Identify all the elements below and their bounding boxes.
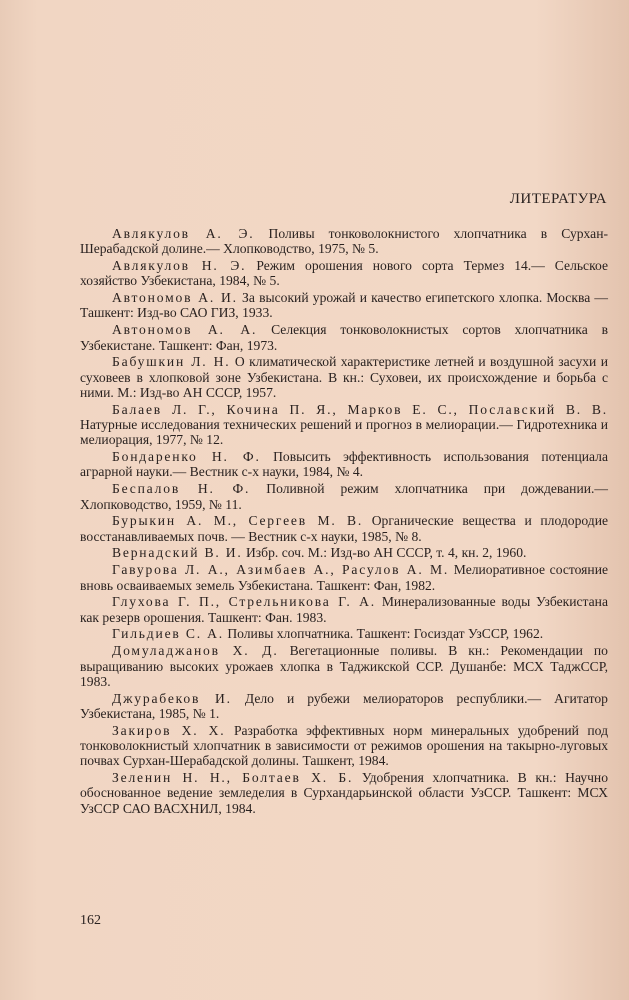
- reference-item: [80, 594, 608, 625]
- reference-item: [80, 226, 608, 257]
- reference-author: Бурыкин А. М., Сергеев М. В.: [112, 513, 364, 529]
- reference-author: Автономов А. И.: [112, 290, 238, 306]
- reference-item: [80, 691, 608, 722]
- reference-text: Режим орошения нового сорта Термез 14.— Сельское хозяйство Узбекистана, 1984, № 5.: [80, 258, 608, 289]
- reference-text: Вегетационные поливы. В кн.: Рекомендации по выращиванию высоких урожаев хлопка в Таджикской ССР. Душанбе: МСХ ТаджССР, 1983.: [80, 643, 608, 689]
- reference-author: Авлякулов Н. Э.: [112, 258, 247, 274]
- reference-text: Селекция тонковолокнистых сортов хлопчатника в Узбекистане. Ташкент: Фан, 1973.: [80, 322, 608, 353]
- reference-item: [80, 643, 608, 689]
- reference-item: [80, 354, 608, 400]
- reference-item: [80, 562, 608, 593]
- reference-text: Мелиоративное состояние вновь осваиваемых земель Узбекистана. Ташкент: Фан, 1982.: [80, 562, 609, 593]
- reference-item: [80, 513, 608, 544]
- reference-author: Бабушкин Л. Н.: [112, 354, 231, 370]
- page-heading: ЛИТЕРАТУРА: [509, 191, 607, 207]
- reference-text: Поливной режим хлопчатника при дождевании.— Хлопководство, 1959, № 11.: [80, 481, 608, 512]
- reference-author: Автономов А. А.: [112, 322, 258, 338]
- reference-item: [80, 481, 608, 512]
- reference-author: Гавурова Л. А., Азимбаев А., Расулов А. М.: [112, 562, 450, 578]
- reference-text: За высокий урожай и качество египетского хлопка. Москва — Ташкент: Изд-во САО ГИЗ, 1933.: [80, 290, 608, 321]
- reference-author: Зеленин Н. Н., Болтаев Х. Б.: [112, 770, 354, 786]
- reference-text: О климатической характеристике летней и воздушной засухи и суховеев в хлопковой зоне Узбекистана. В кн.: Суховеи, их происхождение и борьба с ними. М.: Изд-во АН СССР, 1957.: [80, 354, 608, 400]
- reference-item: [80, 290, 608, 321]
- reference-text: Натурные исследования технических решений и прогноз в мелиорации.— Гидротехника и мелиорация, 1977, № 12.: [80, 417, 608, 448]
- reference-text: Избр. соч. М.: Изд-во АН СССР, т. 4, кн. 2, 1960.: [242, 545, 527, 561]
- reference-text: Поливы тонковолокнистого хлопчатника в Сурхан-Шерабадской долине.— Хлопководство, 1975, № 5.: [80, 226, 609, 257]
- reference-item: [80, 723, 608, 769]
- reference-author: Глухова Г. П., Стрельникова Г. А.: [112, 594, 376, 610]
- reference-text: Поливы хлопчатника. Ташкент: Госиздат УзССР, 1962.: [223, 626, 544, 642]
- reference-author: Бондаренко Н. Ф.: [112, 449, 261, 465]
- reference-author: Закиров Х. Х.: [112, 722, 226, 738]
- reference-author: Авлякулов А. Э.: [112, 226, 255, 241]
- reference-text: Разработка эффективных норм минеральных удобрений под тонковолокнистый хлопчатник в зависимости от режимов орошения на такырно-луговых почвах Сурхан-Шерабадской долины. Ташкент, 1984.: [80, 722, 608, 769]
- reference-list: [80, 226, 608, 817]
- page-number: 162: [80, 913, 101, 928]
- reference-item: [80, 449, 608, 480]
- reference-item: [80, 626, 608, 641]
- reference-text: Дело и рубежи мелиораторов республики.— Агитатор Узбекистана, 1985, № 1.: [80, 690, 608, 721]
- reference-text: Удобрения хлопчатника. В кн.: Научно обоснованное ведение земледелия в Сурхандарьинской области УзССР. Ташкент: МСХ УзССР САО ВАСХНИЛ, 1984.: [80, 770, 608, 816]
- reference-text: Повысить эффективность использования потенциала аграрной науки.— Вестник с-х науки, 1984, № 4.: [80, 449, 609, 480]
- reference-author: Балаев Л. Г., Кочина П. Я., Марков Е. С., Пославский В. В.: [112, 401, 608, 417]
- reference-author: Беспалов Н. Ф.: [112, 481, 251, 497]
- reference-item: [80, 402, 608, 448]
- reference-item: [80, 322, 608, 353]
- reference-item: [80, 770, 608, 816]
- reference-text: Органические вещества и плодородие восстанавливаемых почв. — Вестник с-х науки, 1985, № 8.: [80, 513, 608, 544]
- reference-author: Гильдиев С. А.: [112, 626, 224, 642]
- reference-item: [80, 545, 608, 560]
- reference-item: [80, 258, 608, 289]
- reference-text: Минерализованные воды Узбекистана как резерв орошения. Ташкент: Фан. 1983.: [80, 594, 608, 625]
- reference-author: Вернадский В. И.: [112, 545, 243, 561]
- reference-author: Джурабеков И.: [112, 690, 232, 706]
- reference-author: Домуладжанов Х. Д.: [112, 643, 279, 659]
